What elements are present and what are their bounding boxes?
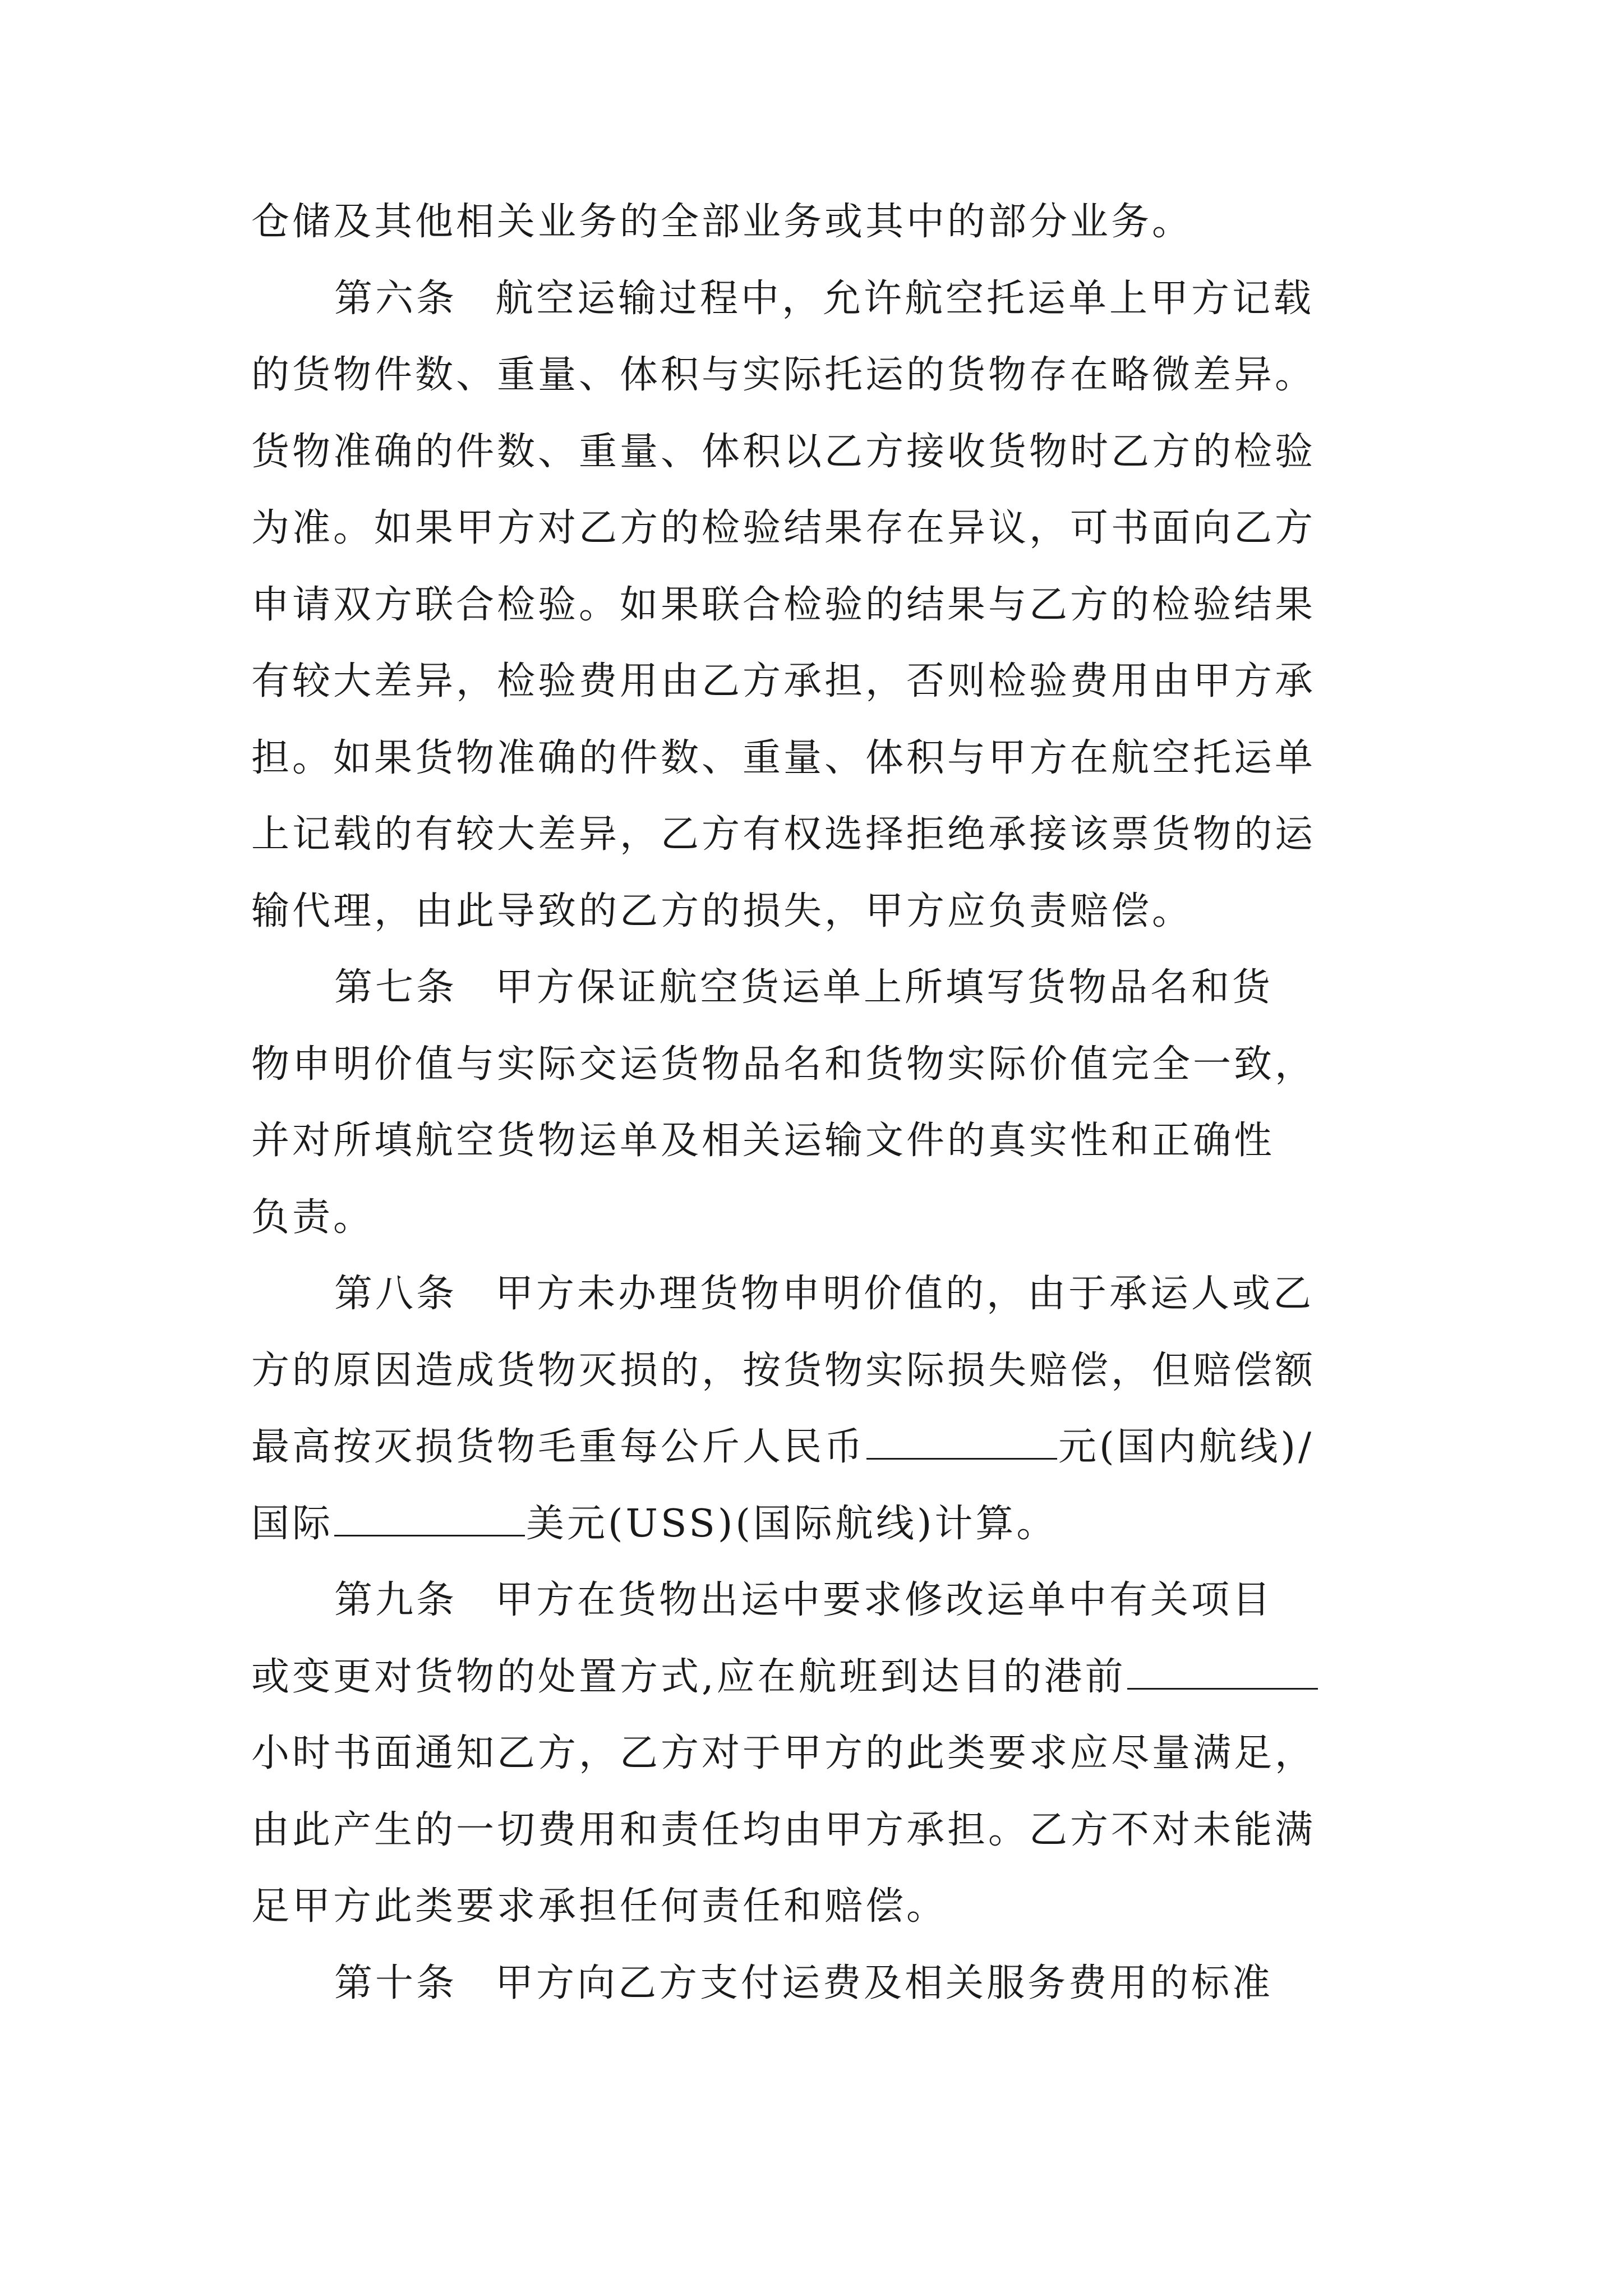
rmb-amount-blank[interactable] [866, 1427, 1057, 1460]
text-line: 输代理，由此导致的乙方的损失，甲方应负责赔偿。 [251, 889, 1193, 933]
text-line: 物申明价值与实际交运货物品名和货物实际价值完全一致， [251, 1042, 1316, 1087]
article-8-number: 第八条 [334, 1272, 458, 1316]
contract-body-text [251, 184, 1390, 2022]
article-7-text: 甲方保证航空货运单上所填写货物品名和货 [495, 965, 1274, 1010]
text-line: 负责。 [251, 1195, 375, 1240]
article-9-text: 甲方在货物出运中要求修改运单中有关项目 [495, 1578, 1274, 1622]
article-7-number: 第七条 [334, 965, 458, 1010]
article-10-number: 第十条 [334, 1961, 458, 2005]
text-segment: 或变更对货物的处置方式,应在航班到达目的港前 [251, 1654, 1126, 1699]
text-line [251, 1486, 1390, 1563]
text-line: 的货物件数、重量、体积与实际托运的货物存在略微差异。 [251, 353, 1316, 397]
text-line: 足甲方此类要求承担任何责任和赔偿。 [251, 1884, 948, 1929]
article-9-number: 第九条 [334, 1578, 458, 1622]
text-line: 担。如果货物准确的件数、重量、体积与甲方在航空托运单 [251, 735, 1316, 780]
text-segment: 最高按灭损货物毛重每公斤人民币 [251, 1425, 866, 1469]
article-10-text: 甲方向乙方支付运费及相关服务费用的标准 [495, 1961, 1274, 2005]
hours-blank[interactable] [1127, 1657, 1318, 1690]
text-line: 上记载的有较大差异，乙方有权选择拒绝承接该票货物的运 [251, 812, 1316, 857]
text-segment: 国际 [251, 1501, 334, 1546]
text-line: 方的原因造成货物灭损的，按货物实际损失赔偿，但赔偿额 [251, 1348, 1316, 1393]
article-8-text: 甲方未办理货物申明价值的，由于承运人或乙 [495, 1272, 1315, 1316]
text-segment: 美元(USS)(国际航线)计算。 [526, 1501, 1058, 1546]
article-9-first-line [251, 1562, 1390, 1639]
usd-amount-blank[interactable] [334, 1503, 525, 1536]
text-line [251, 1639, 1390, 1716]
article-8-first-line [251, 1256, 1390, 1333]
article-6-first-line [251, 261, 1390, 338]
text-line [251, 1409, 1390, 1486]
article-7-first-line [251, 950, 1390, 1027]
text-line: 有较大差异，检验费用由乙方承担，否则检验费用由甲方承 [251, 659, 1316, 703]
text-line: 小时书面通知乙方，乙方对于甲方的此类要求应尽量满足， [251, 1731, 1316, 1775]
text-line: 并对所填航空货物运单及相关运输文件的真实性和正确性 [251, 1119, 1275, 1163]
text-line: 为准。如果甲方对乙方的检验结果存在异议，可书面向乙方 [251, 506, 1316, 550]
text-line: 申请双方联合检验。如果联合检验的结果与乙方的检验结果 [251, 582, 1316, 627]
text-line: 仓储及其他相关业务的全部业务或其中的部分业务。 [251, 200, 1193, 244]
text-line: 由此产生的一切费用和责任均由甲方承担。乙方不对未能满 [251, 1807, 1316, 1852]
article-6-text: 航空运输过程中，允许航空托运单上甲方记载 [495, 276, 1315, 321]
article-6-number: 第六条 [334, 276, 458, 321]
text-segment: 元(国内航线)/ [1058, 1425, 1314, 1469]
text-line: 货物准确的件数、重量、体积以乙方接收货物时乙方的检验 [251, 429, 1316, 474]
article-10-first-line [251, 1945, 1390, 2022]
